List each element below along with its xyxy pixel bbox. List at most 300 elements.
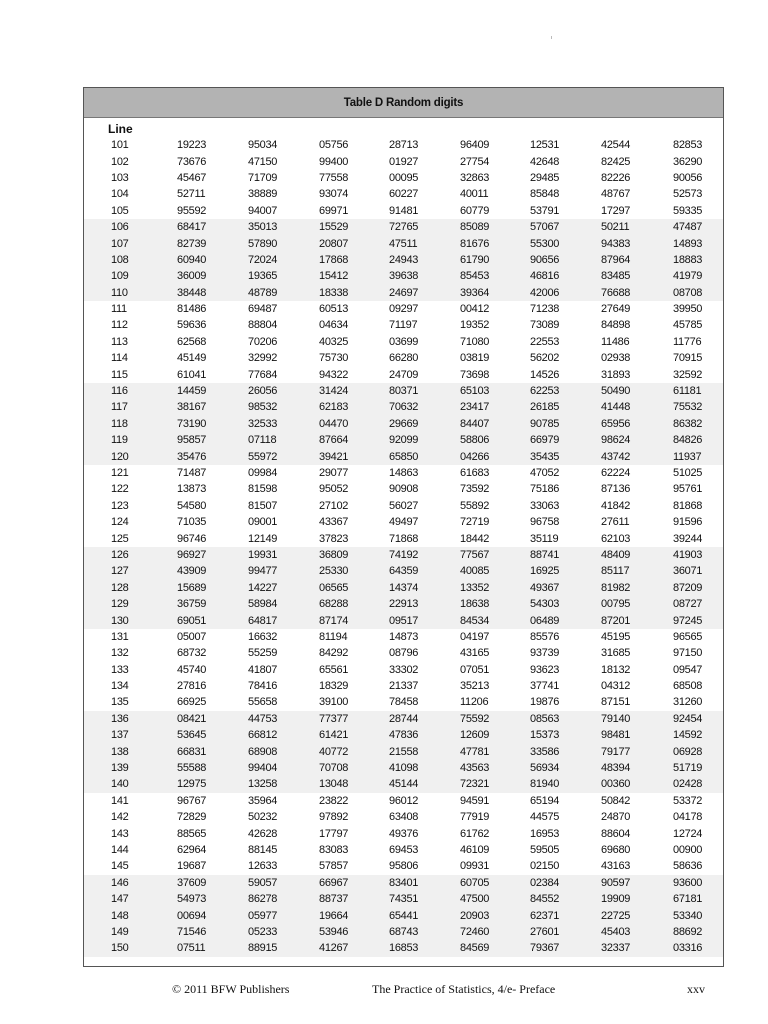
digit-group: 53791: [530, 204, 560, 217]
digit-group: 77377: [319, 712, 349, 725]
digit-group: 02428: [673, 778, 703, 791]
digit-group: 73089: [530, 319, 560, 332]
digit-group: 41807: [248, 663, 278, 676]
digit-group: 63408: [389, 811, 419, 824]
digit-group: 45467: [177, 171, 207, 184]
digit-group: 13873: [177, 483, 207, 496]
digit-group: 42648: [530, 155, 560, 168]
digit-group: 35213: [460, 680, 490, 693]
digit-group: 01927: [389, 155, 419, 168]
digit-group: 61421: [319, 729, 349, 742]
digit-group: 51025: [673, 467, 703, 479]
digit-group: 59636: [177, 319, 207, 332]
table-row: [84, 580, 723, 596]
digit-group: 62103: [601, 532, 631, 545]
digit-group: 19931: [248, 548, 278, 561]
digit-group: 53645: [177, 729, 207, 742]
digit-group: 36290: [673, 155, 703, 168]
digit-group: 27601: [530, 925, 560, 938]
digit-group: 39950: [673, 303, 703, 316]
digit-group: 41842: [601, 499, 631, 512]
digit-group: 23417: [460, 401, 490, 414]
table-row: [84, 662, 723, 678]
line-number: 112: [111, 319, 128, 332]
digit-group: 44753: [248, 712, 278, 725]
digit-group: 11937: [673, 450, 702, 463]
line-number: 138: [111, 745, 129, 758]
digit-group: 38167: [177, 401, 207, 414]
digit-group: 87174: [319, 614, 349, 627]
digit-group: 46816: [530, 270, 560, 283]
digit-group: 33063: [530, 499, 560, 512]
line-number: 108: [111, 253, 129, 266]
digit-group: 88915: [248, 942, 278, 955]
digit-group: 60779: [460, 204, 490, 217]
digit-group: 71546: [177, 925, 207, 938]
digit-group: 17297: [601, 204, 631, 217]
digit-group: 41267: [319, 942, 349, 955]
table-row: [84, 498, 723, 514]
digit-group: 82739: [177, 237, 207, 250]
digit-group: 73592: [460, 483, 490, 496]
digit-group: 75592: [460, 712, 490, 725]
digit-group: 16853: [389, 942, 419, 955]
table-row: [84, 760, 723, 776]
table-row: [84, 678, 723, 694]
line-number: 129: [111, 598, 129, 611]
digit-group: 90056: [673, 171, 703, 184]
digit-group: 32992: [248, 352, 278, 365]
digit-group: 15412: [319, 270, 349, 283]
digit-group: 41979: [673, 270, 703, 283]
table-row: [84, 317, 723, 333]
table-row: [84, 301, 723, 317]
digit-group: 68417: [177, 221, 207, 234]
digit-group: 81676: [460, 237, 490, 250]
digit-group: 09931: [460, 860, 490, 873]
digit-group: 38889: [248, 188, 278, 201]
table-row: [84, 170, 723, 186]
digit-group: 73190: [177, 417, 207, 430]
digit-group: 53340: [673, 909, 703, 922]
digit-group: 02150: [530, 860, 560, 873]
line-number: 119: [111, 434, 128, 447]
line-number: 118: [111, 417, 128, 430]
digit-group: 71487: [177, 467, 207, 479]
digit-group: 66925: [177, 696, 207, 709]
digit-group: 35119: [530, 532, 559, 545]
digit-group: 03699: [389, 335, 419, 348]
digit-group: 15689: [177, 581, 207, 594]
digit-group: 14459: [177, 385, 207, 398]
digit-group: 47836: [389, 729, 419, 742]
digit-group: 65194: [530, 794, 560, 807]
digit-group: 84826: [673, 434, 703, 447]
line-column-header: Line: [108, 122, 133, 136]
digit-group: 14863: [389, 467, 419, 479]
digit-group: 83083: [319, 843, 349, 856]
digit-group: 32592: [673, 368, 703, 381]
digit-group: 62568: [177, 335, 207, 348]
digit-group: 97245: [673, 614, 703, 627]
table-row: [84, 416, 723, 432]
digit-group: 61790: [460, 253, 490, 266]
line-number: 150: [111, 942, 129, 955]
digit-group: 43563: [460, 762, 490, 775]
table-row: [84, 776, 723, 792]
digit-group: 35013: [248, 221, 278, 234]
digit-group: 94322: [319, 368, 349, 381]
line-number: 135: [111, 696, 129, 709]
digit-group: 16632: [248, 630, 278, 643]
digit-group: 57857: [319, 860, 349, 873]
digit-group: 81194: [319, 630, 348, 643]
digit-group: 17797: [319, 827, 349, 840]
digit-group: 82425: [601, 155, 631, 168]
line-number: 125: [111, 532, 129, 545]
digit-group: 60227: [389, 188, 419, 201]
line-number: 137: [111, 729, 129, 742]
digit-group: 12724: [673, 827, 703, 840]
digit-group: 39421: [319, 450, 349, 463]
digit-group: 09517: [389, 614, 419, 627]
table-rows: [84, 137, 723, 957]
digit-group: 32337: [601, 942, 631, 955]
digit-group: 55259: [248, 647, 278, 660]
digit-group: 75730: [319, 352, 349, 365]
digit-group: 06928: [673, 745, 703, 758]
digit-group: 24943: [389, 253, 419, 266]
digit-group: 88737: [319, 893, 349, 906]
line-number: 147: [111, 893, 129, 906]
digit-group: 83485: [601, 270, 631, 283]
digit-group: 90656: [530, 253, 560, 266]
table-row: [84, 252, 723, 268]
digit-group: 81940: [530, 778, 560, 791]
digit-group: 09984: [248, 467, 278, 479]
digit-group: 77558: [319, 171, 349, 184]
digit-group: 57067: [530, 221, 560, 234]
digit-group: 95806: [389, 860, 419, 873]
digit-group: 31685: [601, 647, 631, 660]
digit-group: 68908: [248, 745, 278, 758]
digit-group: 98624: [601, 434, 631, 447]
digit-group: 08708: [673, 286, 703, 299]
digit-group: 08421: [177, 712, 207, 725]
digit-group: 50842: [601, 794, 631, 807]
digit-group: 71080: [460, 335, 490, 348]
digit-group: 71035: [177, 516, 207, 529]
digit-group: 78458: [389, 696, 419, 709]
digit-group: 00095: [389, 171, 419, 184]
digit-group: 84569: [460, 942, 490, 955]
digit-group: 54580: [177, 499, 207, 512]
digit-group: 22553: [530, 335, 560, 348]
digit-group: 19876: [530, 696, 560, 709]
digit-group: 79367: [530, 942, 560, 955]
digit-group: 59335: [673, 204, 703, 217]
line-number: 107: [111, 237, 129, 250]
digit-group: 53946: [319, 925, 349, 938]
digit-group: 08727: [673, 598, 703, 611]
random-digits-table: [83, 87, 724, 967]
line-number: 120: [111, 450, 129, 463]
digit-group: 88604: [601, 827, 631, 840]
digit-group: 99404: [248, 762, 278, 775]
line-number: 109: [111, 270, 129, 283]
digit-group: 56027: [389, 499, 419, 512]
line-number: 140: [111, 778, 129, 791]
digit-group: 15373: [530, 729, 560, 742]
digit-group: 62224: [601, 467, 631, 479]
digit-group: 02384: [530, 876, 560, 889]
digit-group: 47150: [248, 155, 278, 168]
table-row: [84, 481, 723, 497]
digit-group: 41098: [389, 762, 419, 775]
digit-group: 36009: [177, 270, 207, 283]
digit-group: 72321: [460, 778, 490, 791]
digit-group: 43163: [601, 860, 631, 873]
digit-group: 00900: [673, 843, 703, 856]
table-row: [84, 366, 723, 382]
digit-group: 85089: [460, 221, 490, 234]
digit-group: 19909: [601, 893, 631, 906]
digit-group: 18638: [460, 598, 490, 611]
digit-group: 92099: [389, 434, 419, 447]
digit-group: 17868: [319, 253, 349, 266]
digit-group: 81507: [248, 499, 278, 512]
digit-group: 66280: [389, 352, 419, 365]
digit-group: 90908: [389, 483, 419, 496]
line-number: 121: [111, 467, 129, 479]
digit-group: 64817: [248, 614, 278, 627]
digit-group: 55892: [460, 499, 490, 512]
line-number: 146: [111, 876, 129, 889]
digit-group: 36809: [319, 548, 349, 561]
digit-group: 39638: [389, 270, 419, 283]
digit-group: 61762: [460, 827, 490, 840]
digit-group: 96758: [530, 516, 560, 529]
digit-group: 72829: [177, 811, 207, 824]
digit-group: 31893: [601, 368, 631, 381]
digit-group: 55658: [248, 696, 278, 709]
digit-group: 11206: [460, 696, 489, 709]
digit-group: 52573: [673, 188, 703, 201]
digit-group: 62964: [177, 843, 207, 856]
table-row: [84, 563, 723, 579]
digit-group: 14526: [530, 368, 560, 381]
digit-group: 47500: [460, 893, 490, 906]
digit-group: 35435: [530, 450, 560, 463]
table-row: [84, 940, 723, 956]
digit-group: 14592: [673, 729, 703, 742]
line-number: 141: [111, 794, 129, 807]
table-row: [84, 219, 723, 235]
digit-group: 99400: [319, 155, 349, 168]
line-number: 145: [111, 860, 129, 873]
digit-group: 73676: [177, 155, 207, 168]
digit-group: 56202: [530, 352, 560, 365]
line-number: 124: [111, 516, 129, 529]
table-row: [84, 907, 723, 923]
digit-group: 22725: [601, 909, 631, 922]
digit-group: 58984: [248, 598, 278, 611]
digit-group: 96927: [177, 548, 207, 561]
table-row: [84, 596, 723, 612]
digit-group: 18132: [601, 663, 631, 676]
digit-group: 66967: [319, 876, 349, 889]
digit-group: 28713: [389, 139, 419, 152]
digit-group: 85117: [601, 565, 630, 578]
digit-group: 81486: [177, 303, 207, 316]
digit-group: 66831: [177, 745, 207, 758]
line-number: 136: [111, 712, 129, 725]
digit-group: 48409: [601, 548, 631, 561]
digit-group: 92454: [673, 712, 703, 725]
digit-group: 51719: [673, 762, 703, 775]
digit-group: 38448: [177, 286, 207, 299]
digit-group: 05756: [319, 139, 349, 152]
table-row: [84, 399, 723, 415]
digit-group: 19365: [248, 270, 278, 283]
digit-group: 24709: [389, 368, 419, 381]
table-row: [84, 334, 723, 350]
digit-group: 65956: [601, 417, 631, 430]
line-number: 116: [111, 385, 128, 398]
digit-group: 07118: [248, 434, 277, 447]
digit-group: 12633: [248, 860, 278, 873]
line-number: 122: [111, 483, 129, 496]
digit-group: 50232: [248, 811, 278, 824]
digit-group: 36071: [673, 565, 703, 578]
digit-group: 45195: [601, 630, 631, 643]
digit-group: 47487: [673, 221, 703, 234]
digit-group: 08563: [530, 712, 560, 725]
digit-group: 94383: [601, 237, 631, 250]
digit-group: 88804: [248, 319, 278, 332]
digit-group: 03819: [460, 352, 490, 365]
digit-group: 74351: [389, 893, 419, 906]
digit-group: 62371: [530, 909, 560, 922]
digit-group: 96767: [177, 794, 207, 807]
line-number: 144: [111, 843, 129, 856]
line-number: 105: [111, 204, 129, 217]
digit-group: 85848: [530, 188, 560, 201]
digit-group: 18338: [319, 286, 349, 299]
footer-page-number: xxv: [687, 982, 705, 996]
digit-group: 78416: [248, 680, 278, 693]
table-row: [84, 530, 723, 546]
digit-group: 60940: [177, 253, 207, 266]
digit-group: 93739: [530, 647, 560, 660]
digit-group: 62253: [530, 385, 560, 398]
table-row: [84, 186, 723, 202]
digit-group: 59057: [248, 876, 278, 889]
digit-group: 05233: [248, 925, 278, 938]
digit-group: 31260: [673, 696, 703, 709]
digit-group: 32863: [460, 171, 490, 184]
digit-group: 19223: [177, 139, 207, 152]
digit-group: 18442: [460, 532, 490, 545]
line-number: 111: [111, 303, 127, 316]
digit-group: 74192: [389, 548, 419, 561]
digit-group: 42628: [248, 827, 278, 840]
digit-group: 95761: [673, 483, 703, 496]
digit-group: 27649: [601, 303, 631, 316]
digit-group: 99477: [248, 565, 278, 578]
line-number: 102: [111, 155, 129, 168]
digit-group: 93074: [319, 188, 349, 201]
digit-group: 40325: [319, 335, 349, 348]
digit-group: 43742: [601, 450, 631, 463]
digit-group: 09001: [248, 516, 278, 529]
table-row: [84, 137, 723, 153]
digit-group: 81868: [673, 499, 703, 512]
digit-group: 61683: [460, 467, 490, 479]
digit-group: 47511: [389, 237, 418, 250]
scan-mark: [551, 36, 552, 39]
digit-group: 06565: [319, 581, 349, 594]
digit-group: 11776: [673, 335, 702, 348]
digit-group: 69680: [601, 843, 631, 856]
digit-group: 72719: [460, 516, 490, 529]
digit-group: 55972: [248, 450, 278, 463]
table-row: [84, 612, 723, 628]
digit-group: 71709: [248, 171, 278, 184]
digit-group: 11486: [601, 335, 630, 348]
digit-group: 79177: [601, 745, 631, 758]
digit-group: 90597: [601, 876, 631, 889]
digit-group: 70206: [248, 335, 278, 348]
digit-group: 05007: [177, 630, 207, 643]
digit-group: 77919: [460, 811, 490, 824]
digit-group: 24697: [389, 286, 419, 299]
digit-group: 13258: [248, 778, 278, 791]
digit-group: 16953: [530, 827, 560, 840]
digit-group: 76688: [601, 286, 631, 299]
digit-group: 25330: [319, 565, 349, 578]
digit-group: 45785: [673, 319, 703, 332]
table-row: [84, 858, 723, 874]
line-number: 103: [111, 171, 129, 184]
digit-group: 26056: [248, 385, 278, 398]
digit-group: 93600: [673, 876, 703, 889]
table-title: Table D Random digits: [343, 96, 464, 109]
digit-group: 39244: [673, 532, 703, 545]
digit-group: 75532: [673, 401, 703, 414]
line-number: 128: [111, 581, 129, 594]
digit-group: 91596: [673, 516, 703, 529]
digit-group: 14873: [389, 630, 419, 643]
digit-group: 00795: [601, 598, 631, 611]
digit-group: 98532: [248, 401, 278, 414]
digit-group: 36759: [177, 598, 207, 611]
digit-group: 87151: [601, 696, 631, 709]
digit-group: 29077: [319, 467, 349, 479]
digit-group: 71868: [389, 532, 419, 545]
digit-group: 87209: [673, 581, 703, 594]
digit-group: 33586: [530, 745, 560, 758]
digit-group: 94591: [460, 794, 490, 807]
digit-group: 07051: [460, 663, 490, 676]
digit-group: 45403: [601, 925, 631, 938]
line-number: 148: [111, 909, 129, 922]
line-number: 123: [111, 499, 129, 512]
digit-group: 04197: [460, 630, 490, 643]
digit-group: 87136: [601, 483, 631, 496]
digit-group: 49497: [389, 516, 419, 529]
table-row: [84, 514, 723, 530]
